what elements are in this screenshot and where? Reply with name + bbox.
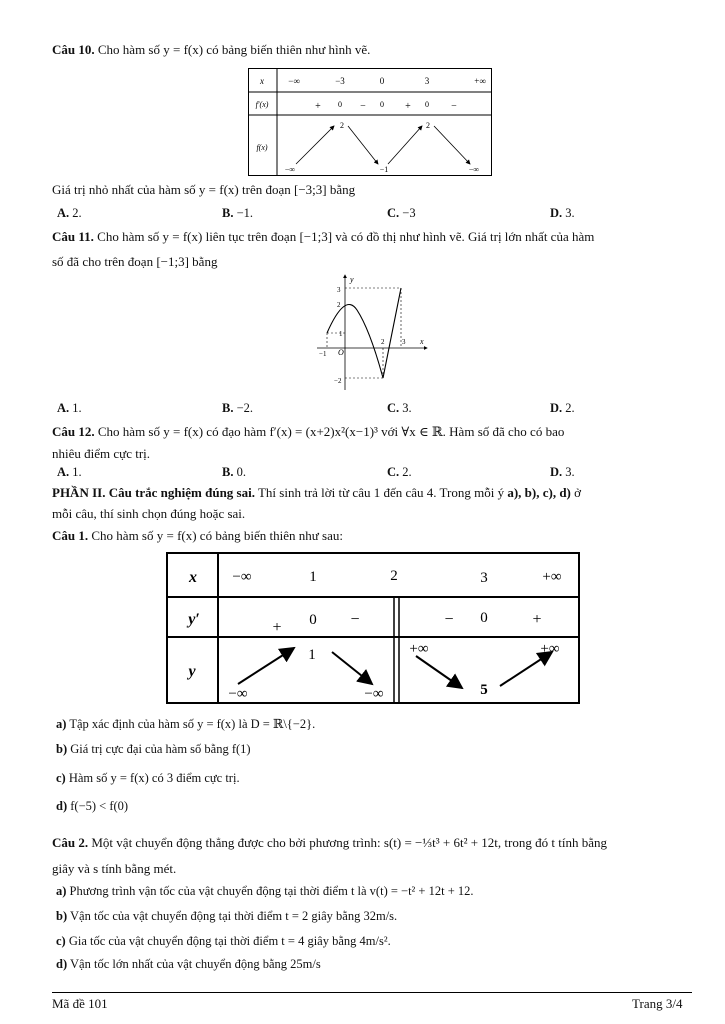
q10-arrow-down bbox=[348, 126, 378, 164]
q10-f-val: −∞ bbox=[468, 165, 480, 174]
c2-label: Câu 2. bbox=[52, 835, 89, 850]
c1-arrow-up bbox=[500, 652, 552, 686]
c2-statement-d: d) Vận tốc lớn nhất của vật chuyển động bằng 25m/s bbox=[56, 957, 321, 971]
c1-yp-sign: − bbox=[350, 611, 360, 628]
c1-variation-table bbox=[166, 552, 580, 704]
q11-x-tick: −1 bbox=[319, 350, 327, 358]
c1-y-val: 5 bbox=[480, 682, 488, 698]
c1-y-val: +∞ bbox=[540, 641, 560, 657]
q10-fp-label: f′(x) bbox=[255, 100, 269, 109]
c1-statement-d: d) f(−5) < f(0) bbox=[56, 799, 129, 813]
q11-option-b: B. −2. bbox=[222, 401, 254, 415]
c1-y-label: y bbox=[188, 663, 196, 680]
c1-label: Câu 1. bbox=[52, 528, 89, 543]
c1-x-val: +∞ bbox=[542, 569, 562, 585]
q11-x-tick: 2 bbox=[381, 338, 385, 346]
c1-x-label: x bbox=[189, 569, 197, 586]
q11-graph bbox=[312, 272, 432, 394]
q10-variation-table bbox=[248, 68, 492, 176]
c2-text2: giây và s tính bằng mét. bbox=[52, 861, 177, 876]
q12-label: Câu 12. bbox=[52, 424, 95, 439]
c1-y-val: +∞ bbox=[409, 641, 429, 657]
q10-arrow-down bbox=[434, 126, 470, 164]
c1-statement-b: b) Giá trị cực đại của hàm số bằng f(1) bbox=[56, 742, 251, 756]
q11-text: Cho hàm số y = f(x) liên tục trên đoạn [−1;3] và có đồ thị như hình vẽ. Giá trị lớn nhất của hàm bbox=[97, 229, 595, 244]
c2-line bbox=[52, 835, 607, 851]
q10-fp-sign: 0 bbox=[380, 100, 384, 109]
q11-option-c: C. 3. bbox=[387, 401, 412, 415]
q12-option-d: D. 3. bbox=[550, 465, 575, 479]
c1-line bbox=[52, 528, 343, 544]
q11-y-tick: −2 bbox=[334, 377, 342, 385]
c1-x-val: 1 bbox=[309, 569, 317, 585]
c1-yp-sign: + bbox=[532, 611, 542, 628]
q11-option-d: D. 2. bbox=[550, 401, 575, 415]
footer-page: Trang 3/4 bbox=[632, 996, 683, 1011]
q10-f-val: 2 bbox=[426, 121, 430, 130]
q10-f-val: −1 bbox=[379, 165, 389, 174]
q11-text2: số đã cho trên đoạn [−1;3] bằng bbox=[52, 254, 218, 269]
c1-y-val: −∞ bbox=[228, 686, 248, 702]
q12-line bbox=[52, 424, 564, 440]
q11-label: Câu 11. bbox=[52, 229, 94, 244]
q10-option-d: D. 3. bbox=[550, 206, 575, 220]
q11-y-axis-label: y bbox=[350, 275, 354, 284]
footer-divider bbox=[52, 992, 692, 993]
q10-option-c: C. −3 bbox=[387, 206, 416, 220]
c1-yp-sign: 0 bbox=[309, 612, 317, 628]
footer-code: Mã đề 101 bbox=[52, 996, 108, 1011]
q11-y-tick: 2 bbox=[337, 301, 341, 309]
part2-heading: PHẦN II. Câu trắc nghiệm đúng sai. Thí sinh trả lời từ câu 1 đến câu 4. Trong mỗi ý a), b), c), d) ở bbox=[52, 485, 581, 500]
q10-fp-sign: 0 bbox=[425, 100, 429, 109]
q10-f-val: −∞ bbox=[284, 165, 296, 174]
q10-x-label: x bbox=[260, 76, 264, 86]
q10-x-val: −∞ bbox=[288, 76, 300, 86]
q10-x-val: 3 bbox=[424, 76, 430, 86]
q10-f-label: f(x) bbox=[256, 143, 268, 152]
c1-arrow-down bbox=[416, 656, 462, 688]
c1-x-val: 2 bbox=[390, 568, 398, 584]
q12-text2: nhiêu điểm cực trị. bbox=[52, 446, 151, 461]
c1-statement-c: c) Hàm số y = f(x) có 3 điểm cực trị. bbox=[56, 771, 240, 785]
q10-arrow-up bbox=[296, 126, 334, 164]
part2-title: PHẦN II. Câu trắc nghiệm đúng sai. bbox=[52, 485, 255, 500]
c1-y-val: 1 bbox=[308, 647, 316, 663]
q10-fp-sign: + bbox=[315, 101, 321, 112]
q12-option-c: C. 2. bbox=[387, 465, 412, 479]
c1-arrow-up bbox=[238, 648, 294, 684]
c1-x-val: 3 bbox=[480, 570, 488, 586]
c1-x-val: −∞ bbox=[232, 569, 252, 585]
c1-yp-sign: + bbox=[272, 619, 282, 636]
c1-y-val: −∞ bbox=[364, 686, 384, 702]
q11-origin-label: O bbox=[338, 348, 344, 357]
q10-fp-sign: − bbox=[360, 101, 366, 112]
q10-label: Câu 10. bbox=[52, 42, 95, 57]
q10-fp-sign: − bbox=[451, 101, 457, 112]
c1-yp-sign: − bbox=[444, 611, 454, 628]
part2-instruction2: mỗi câu, thí sinh chọn đúng hoặc sai. bbox=[52, 506, 246, 521]
c2-statement-a: a) Phương trình vận tốc của vật chuyển động tại thời điểm t là v(t) = −t² + 12t + 12. bbox=[56, 884, 474, 898]
q10-option-a: A. 2. bbox=[57, 206, 82, 220]
c2-text: Một vật chuyển động thẳng được cho bởi phương trình: s(t) = −⅓t³ + 6t² + 12t, trong đó t tính bằng bbox=[91, 835, 607, 850]
q11-y-tick: 3 bbox=[337, 286, 341, 294]
q11-line bbox=[52, 229, 594, 245]
q10-option-b: B. −1. bbox=[222, 206, 254, 220]
q10-x-val: 0 bbox=[379, 76, 385, 86]
q10-x-val: −3 bbox=[335, 76, 345, 86]
q10-fp-sign: 0 bbox=[338, 100, 342, 109]
q10-line bbox=[52, 42, 370, 58]
q10-fp-sign: + bbox=[405, 101, 411, 112]
c1-arrow-down bbox=[332, 652, 372, 684]
q10-question: Giá trị nhỏ nhất của hàm số y = f(x) trên đoạn [−3;3] bằng bbox=[52, 182, 356, 197]
c2-statement-c: c) Gia tốc của vật chuyển động tại thời điểm t = 4 giây bằng 4m/s². bbox=[56, 934, 391, 948]
q11-x-tick: 3 bbox=[402, 338, 406, 346]
q11-option-a: A. 1. bbox=[57, 401, 82, 415]
q12-text: Cho hàm số y = f(x) có đạo hàm f′(x) = (x+2)x²(x−1)³ với ∀x ∈ ℝ. Hàm số đã cho có bao bbox=[97, 424, 565, 439]
c1-statement-a: a) Tập xác định của hàm số y = f(x) là D = ℝ\{−2}. bbox=[56, 717, 316, 731]
q12-option-a: A. 1. bbox=[57, 465, 82, 479]
c1-text: Cho hàm số y = f(x) có bảng biến thiên như sau: bbox=[91, 528, 343, 543]
q11-y-tick: 1 bbox=[339, 330, 343, 338]
q10-x-val: +∞ bbox=[474, 76, 486, 86]
q12-option-b: B. 0. bbox=[222, 465, 246, 479]
c1-yp-label: y′ bbox=[188, 611, 200, 628]
c1-yp-sign: 0 bbox=[480, 610, 488, 626]
c2-statement-b: b) Vận tốc của vật chuyển động tại thời điểm t = 2 giây bằng 32m/s. bbox=[56, 909, 398, 923]
q10-arrow-up bbox=[388, 126, 422, 164]
q10-f-val: 2 bbox=[340, 121, 344, 130]
q10-text: Cho hàm số y = f(x) có bảng biến thiên như hình vẽ. bbox=[97, 42, 371, 57]
q11-x-axis-label: x bbox=[420, 337, 424, 346]
